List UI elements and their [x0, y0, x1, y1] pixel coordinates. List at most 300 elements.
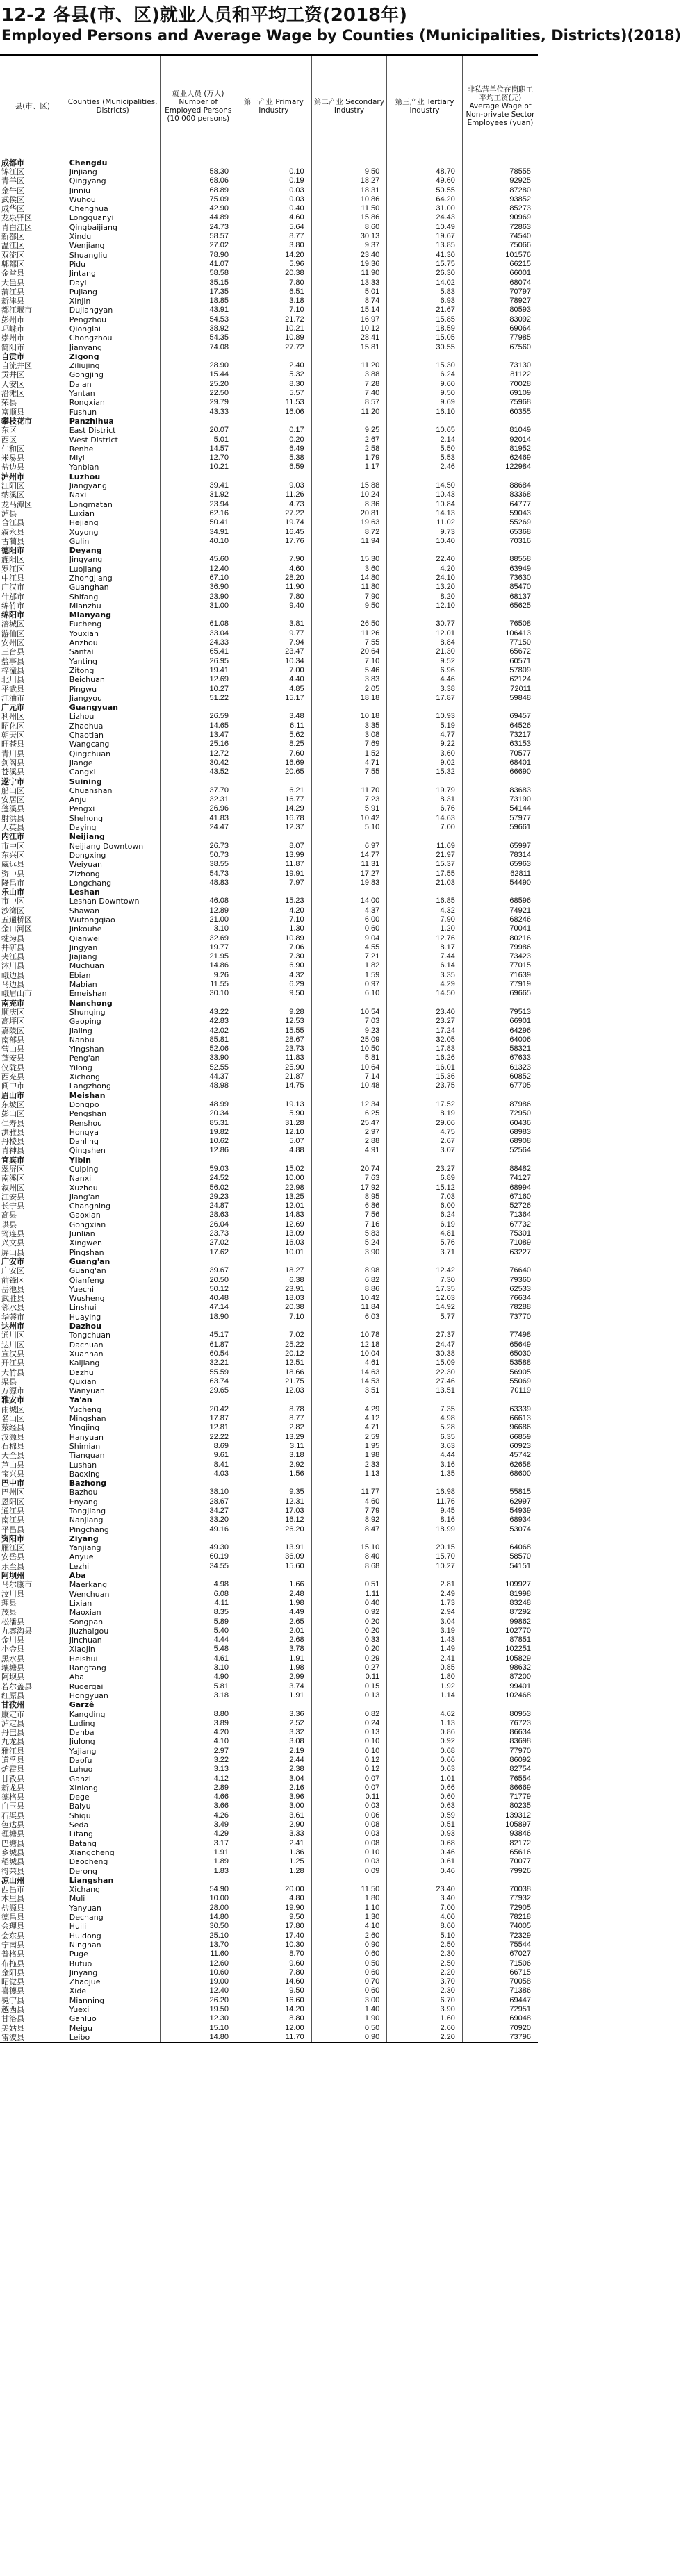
region-name-cn: 芦山县 [1, 1460, 24, 1470]
wage-value: 68137 [462, 592, 538, 601]
table-row [0, 749, 538, 758]
region-name-cn: 大竹县 [1, 1368, 24, 1377]
table-row [0, 1709, 538, 1718]
region-name-en: Zhongjiang [69, 574, 113, 583]
primary-value: 0.19 [236, 176, 312, 185]
region-name-cn: 广安区 [1, 1266, 24, 1276]
employed-value: 54.90 [161, 1885, 236, 1894]
employed-value: 75.09 [161, 195, 236, 204]
primary-value: 17.03 [236, 1506, 312, 1515]
table-row [0, 1996, 538, 2005]
secondary-value: 1.82 [311, 961, 387, 970]
wage-value: 79986 [462, 943, 538, 952]
region-name-en: Heishui [69, 1654, 98, 1663]
wage-value: 79926 [462, 1866, 538, 1875]
primary-value: 6.29 [236, 980, 312, 989]
region-name-cn: 广汉市 [1, 583, 24, 592]
region-name-cn: 茂县 [1, 1608, 17, 1618]
wage-value: 68246 [462, 915, 538, 924]
primary-value: 5.64 [236, 223, 312, 232]
employed-value: 23.90 [161, 592, 236, 601]
region-name-cn: 南溪区 [1, 1174, 24, 1183]
region-name-cn: 南充市 [1, 998, 24, 1008]
table-row [0, 232, 538, 241]
wage-value: 75544 [462, 1941, 538, 1950]
wage-value: 73630 [462, 574, 538, 583]
primary-value: 25.22 [236, 1340, 312, 1349]
primary-value: 0.20 [236, 435, 312, 444]
primary-value: 17.40 [236, 1931, 312, 1941]
secondary-value: 6.97 [311, 841, 387, 850]
tertiary-value: 21.03 [387, 879, 463, 888]
region-name-en: Jingyan [69, 942, 98, 952]
primary-value: 25.90 [236, 1063, 312, 1072]
primary-value: 2.44 [236, 1756, 312, 1765]
primary-value [236, 888, 312, 897]
region-name-en: Wangcang [69, 740, 110, 749]
tertiary-value: 3.71 [387, 1248, 463, 1257]
secondary-value: 3.35 [311, 722, 387, 731]
region-name-cn: 青神县 [1, 1146, 24, 1156]
employed-value: 15.44 [161, 370, 236, 379]
secondary-value: 1.11 [311, 1590, 387, 1599]
region-name-cn: 兴文县 [1, 1238, 24, 1248]
wage-value: 78218 [462, 1913, 538, 1922]
table-row [0, 1580, 538, 1589]
city-header-row [0, 352, 538, 361]
employed-value: 14.65 [161, 722, 236, 731]
primary-value: 7.80 [236, 278, 312, 287]
table-row [0, 288, 538, 297]
secondary-value: 4.37 [311, 906, 387, 915]
employed-value: 40.48 [161, 1294, 236, 1303]
region-name-cn: 五通桥区 [1, 915, 32, 924]
region-name-cn: 郫都区 [1, 259, 24, 269]
region-name-cn: 市中区 [1, 897, 24, 906]
region-name-cn: 旌阳区 [1, 555, 24, 565]
wage-value: 64526 [462, 722, 538, 731]
primary-value: 2.16 [236, 1784, 312, 1793]
secondary-value: 2.59 [311, 1432, 387, 1441]
secondary-value: 17.27 [311, 869, 387, 878]
region-name-en: Derong [69, 1866, 97, 1876]
secondary-value: 4.91 [311, 1146, 387, 1155]
tertiary-value: 1.01 [387, 1774, 463, 1783]
region-name-en: Wusheng [69, 1294, 105, 1304]
secondary-value: 10.54 [311, 1008, 387, 1017]
primary-value: 19.13 [236, 1100, 312, 1109]
region-name-cn: 小金县 [1, 1645, 24, 1654]
secondary-value: 0.60 [311, 1950, 387, 1959]
table-row [0, 620, 538, 629]
title-block [0, 4, 681, 44]
employed-value: 4.10 [161, 1737, 236, 1746]
table-row [0, 555, 538, 564]
employed-value: 85.81 [161, 1036, 236, 1045]
wage-value: 78927 [462, 297, 538, 306]
secondary-value: 0.60 [311, 924, 387, 933]
wage-value: 83092 [462, 315, 538, 324]
secondary-value: 2.05 [311, 684, 387, 693]
employed-value: 28.67 [161, 1497, 236, 1506]
secondary-value: 7.55 [311, 638, 387, 647]
region-name-en: Jiangyou [69, 693, 102, 703]
employed-value: 10.21 [161, 463, 236, 472]
wage-value: 63227 [462, 1248, 538, 1257]
city-header-row [0, 1322, 538, 1331]
secondary-value: 8.72 [311, 527, 387, 536]
region-name-cn: 屏山县 [1, 1247, 24, 1257]
table-row [0, 1109, 538, 1118]
secondary-value: 1.13 [311, 1470, 387, 1479]
region-name-cn: 泸定县 [1, 1718, 24, 1728]
tertiary-value: 6.89 [387, 1174, 463, 1183]
region-name-cn: 珙县 [1, 1220, 17, 1229]
region-name-en: Ziyang [69, 1534, 99, 1543]
wage-value [462, 1395, 538, 1404]
wage-value: 76640 [462, 1266, 538, 1275]
secondary-value: 11.84 [311, 1303, 387, 1312]
tertiary-value [387, 776, 463, 786]
wage-value: 74540 [462, 232, 538, 241]
employed-value: 5.01 [161, 435, 236, 444]
table-row [0, 1977, 538, 1986]
table-row [0, 869, 538, 878]
table-row [0, 1063, 538, 1072]
employed-value: 26.04 [161, 1220, 236, 1229]
primary-value: 11.26 [236, 490, 312, 499]
secondary-value: 0.11 [311, 1793, 387, 1802]
secondary-value: 8.74 [311, 297, 387, 306]
tertiary-value: 15.36 [387, 1072, 463, 1081]
employed-value: 17.35 [161, 288, 236, 297]
wage-value [462, 703, 538, 712]
wage-value: 86092 [462, 1756, 538, 1765]
primary-value [236, 1257, 312, 1266]
tertiary-value: 2.60 [387, 2023, 463, 2032]
tertiary-value: 8.31 [387, 795, 463, 804]
region-name-en: Leibo [65, 2033, 161, 2043]
wage-value: 77970 [462, 1747, 538, 1756]
table-row [0, 933, 538, 942]
table-row [0, 1414, 538, 1423]
region-name-en: Longchang [69, 878, 112, 888]
primary-value: 12.31 [236, 1497, 312, 1506]
secondary-value: 1.52 [311, 749, 387, 758]
secondary-value: 11.94 [311, 537, 387, 546]
wage-value: 60355 [462, 408, 538, 417]
wage-value: 92925 [462, 176, 538, 185]
primary-value [236, 832, 312, 841]
secondary-value: 10.42 [311, 814, 387, 823]
table-row [0, 490, 538, 499]
region-name-en: Seda [69, 1820, 89, 1830]
wage-value: 68908 [462, 1137, 538, 1146]
region-name-en: Jinniu [69, 185, 91, 195]
region-name-cn: 合江县 [1, 518, 24, 528]
secondary-value: 8.47 [311, 1524, 387, 1534]
tertiary-value: 9.50 [387, 389, 463, 398]
region-name-cn: 市中区 [1, 841, 24, 851]
wage-value: 77932 [462, 1894, 538, 1903]
table-row [0, 1442, 538, 1451]
table-row [0, 333, 538, 342]
secondary-value [311, 776, 387, 786]
wage-value: 65030 [462, 1349, 538, 1358]
primary-value: 7.80 [236, 1968, 312, 1977]
tertiary-value: 8.20 [387, 592, 463, 601]
table-row [0, 1313, 538, 1322]
primary-value: 18.27 [236, 1266, 312, 1275]
wage-value [462, 610, 538, 620]
table-row [0, 1072, 538, 1081]
tertiary-value: 3.35 [387, 971, 463, 980]
primary-value: 1.66 [236, 1580, 312, 1589]
table-row [0, 1211, 538, 1220]
region-name-cn: 甘孜县 [1, 1774, 24, 1784]
wage-value: 88558 [462, 555, 538, 564]
secondary-value: 4.12 [311, 1414, 387, 1423]
tertiary-value: 0.93 [387, 1829, 463, 1838]
wage-value: 69048 [462, 2014, 538, 2023]
employed-value: 18.85 [161, 297, 236, 306]
tertiary-value: 15.09 [387, 1358, 463, 1368]
secondary-value: 8.95 [311, 1193, 387, 1202]
region-name-en: Panzhihua [69, 416, 114, 426]
employed-value: 48.99 [161, 1100, 236, 1109]
table-row [0, 1894, 538, 1903]
region-name-cn: 通江县 [1, 1506, 24, 1515]
primary-value: 27.22 [236, 509, 312, 518]
primary-value: 13.09 [236, 1229, 312, 1238]
tertiary-value: 1.35 [387, 1470, 463, 1479]
primary-value: 36.09 [236, 1552, 312, 1561]
employed-value: 67.10 [161, 574, 236, 583]
header-tertiary: 第三产业 Tertiary Industry [387, 55, 463, 158]
primary-value: 6.21 [236, 786, 312, 795]
tertiary-value: 1.14 [387, 1691, 463, 1700]
table-row [0, 1174, 538, 1183]
secondary-value: 8.98 [311, 1266, 387, 1275]
wage-value: 77150 [462, 638, 538, 647]
wage-value: 70077 [462, 1857, 538, 1866]
region-name-cn: 眉山市 [1, 1090, 24, 1100]
region-name-en: Puge [69, 1950, 88, 1959]
region-name-en: Linshui [69, 1303, 97, 1313]
secondary-value: 2.33 [311, 1460, 387, 1469]
primary-value: 2.92 [236, 1460, 312, 1469]
primary-value: 20.65 [236, 767, 312, 776]
tertiary-value [387, 1876, 463, 1885]
region-name-cn: 威远县 [1, 860, 24, 870]
secondary-value: 9.50 [311, 601, 387, 610]
region-name-en: Yingjing [69, 1423, 100, 1433]
city-header-row [0, 1534, 538, 1543]
secondary-value: 2.88 [311, 1137, 387, 1146]
primary-value: 12.53 [236, 1017, 312, 1026]
primary-value [236, 1156, 312, 1165]
region-name-cn: 营山县 [1, 1045, 24, 1054]
secondary-value: 7.69 [311, 740, 387, 749]
wage-value: 62533 [462, 1285, 538, 1294]
region-name-cn: 达川区 [1, 1340, 24, 1349]
table-row [0, 509, 538, 518]
region-name-cn: 大邑县 [1, 278, 24, 288]
tertiary-value: 0.61 [387, 1857, 463, 1866]
secondary-value: 7.16 [311, 1220, 387, 1229]
region-name-en: Neijiang Downtown [69, 841, 144, 851]
region-name-en: Mabian [69, 980, 97, 990]
region-name-cn: 北川县 [1, 675, 24, 685]
tertiary-value [387, 1090, 463, 1099]
region-name-en: Qianfeng [69, 1275, 104, 1285]
wage-value: 82754 [462, 1765, 538, 1774]
wage-value: 69109 [462, 389, 538, 398]
secondary-value: 0.03 [311, 1857, 387, 1866]
primary-value: 22.98 [236, 1183, 312, 1192]
region-name-cn: 资阳市 [1, 1534, 24, 1543]
primary-value: 11.87 [236, 860, 312, 869]
region-name-en: Wenchuan [69, 1589, 110, 1599]
employed-value: 35.15 [161, 278, 236, 287]
region-name-cn: 遂宁市 [1, 776, 24, 786]
primary-value: 16.69 [236, 758, 312, 767]
wage-value: 87280 [462, 185, 538, 194]
tertiary-value: 10.43 [387, 490, 463, 499]
region-name-en: Pengxi [69, 804, 95, 814]
employed-value: 4.11 [161, 1599, 236, 1608]
table-row [0, 1590, 538, 1599]
secondary-value [311, 158, 387, 167]
table-row [0, 1193, 538, 1202]
primary-value: 3.36 [236, 1709, 312, 1718]
region-name-en: Bazhou [69, 1488, 98, 1497]
wage-value [462, 1090, 538, 1099]
region-name-cn: 雅安市 [1, 1395, 24, 1405]
region-name-cn: 南江县 [1, 1515, 24, 1525]
region-name-cn: 嘉陵区 [1, 1026, 24, 1036]
employed-value: 24.52 [161, 1174, 236, 1183]
wage-value: 59043 [462, 509, 538, 518]
employed-value: 3.17 [161, 1839, 236, 1848]
primary-value: 7.30 [236, 952, 312, 961]
header-wage: 非私营单位在岗职工平均工资(元) Average Wage of Non-private Sector Employees (yuan) [462, 55, 538, 158]
region-name-en: Zhaohua [69, 721, 104, 731]
primary-value: 10.34 [236, 657, 312, 666]
region-name-en: Luojiang [69, 564, 102, 574]
table-row [0, 185, 538, 194]
primary-value: 15.60 [236, 1562, 312, 1571]
region-name-en: Shawan [69, 906, 100, 915]
region-name-en: Pingchang [69, 1524, 109, 1534]
employed-value: 29.79 [161, 398, 236, 407]
region-name-en: Maerkang [69, 1580, 108, 1590]
region-name-cn: 仁和区 [1, 444, 24, 454]
employed-value: 12.81 [161, 1423, 236, 1432]
primary-value: 4.40 [236, 675, 312, 684]
employed-value: 60.54 [161, 1349, 236, 1358]
region-name-en: Shimian [69, 1441, 101, 1451]
region-name-en: Xinjin [69, 297, 91, 306]
employed-value: 36.90 [161, 583, 236, 592]
region-name-en: Santai [69, 647, 94, 657]
primary-value: 17.76 [236, 537, 312, 546]
employed-value: 20.34 [161, 1109, 236, 1118]
region-name-en: Anzhou [69, 638, 98, 648]
region-name-cn: 井研县 [1, 942, 24, 952]
table-row [0, 583, 538, 592]
region-name-cn: 雷波县 [0, 2033, 65, 2043]
table-row [0, 574, 538, 583]
employed-value: 22.50 [161, 389, 236, 398]
table-row [0, 1238, 538, 1247]
primary-value: 16.03 [236, 1238, 312, 1247]
table-row [0, 1747, 538, 1756]
secondary-value: 0.06 [311, 1811, 387, 1820]
secondary-value: 0.97 [311, 980, 387, 989]
employed-value: 68.06 [161, 176, 236, 185]
employed-value: 13.47 [161, 731, 236, 740]
table-row [0, 176, 538, 185]
tertiary-value: 49.60 [387, 176, 463, 185]
city-header-row [0, 703, 538, 712]
employed-value: 42.02 [161, 1026, 236, 1035]
employed-value: 32.31 [161, 795, 236, 804]
wage-value: 55269 [462, 518, 538, 527]
primary-value: 10.30 [236, 1941, 312, 1950]
secondary-value [311, 1090, 387, 1099]
primary-value: 4.60 [236, 565, 312, 574]
secondary-value: 0.40 [311, 1599, 387, 1608]
secondary-value: 3.60 [311, 565, 387, 574]
primary-value: 2.90 [236, 1820, 312, 1829]
region-name-en: Nanjiang [69, 1515, 104, 1525]
table-row [0, 1386, 538, 1395]
region-name-cn: 高坪区 [1, 1017, 24, 1027]
wage-value: 71089 [462, 1238, 538, 1247]
employed-value: 3.49 [161, 1820, 236, 1829]
employed-value: 4.98 [161, 1580, 236, 1589]
primary-value: 18.66 [236, 1368, 312, 1377]
table-row [0, 1737, 538, 1746]
region-name-en: Zitong [69, 665, 95, 675]
secondary-value: 0.12 [311, 1765, 387, 1774]
tertiary-value: 12.10 [387, 601, 463, 610]
wage-value: 109927 [462, 1580, 538, 1589]
table-row [0, 1904, 538, 1913]
tertiary-value: 1.49 [387, 1645, 463, 1654]
employed-value: 58.58 [161, 269, 236, 278]
wage-value: 102468 [462, 1691, 538, 1700]
primary-value: 14.20 [236, 2005, 312, 2014]
table-row [0, 1756, 538, 1765]
secondary-value: 10.48 [311, 1081, 387, 1090]
secondary-value: 0.90 [311, 2033, 387, 2043]
tertiary-value: 15.30 [387, 361, 463, 370]
region-name-en: Huili [69, 1922, 87, 1931]
primary-value: 0.03 [236, 185, 312, 194]
wage-value: 76723 [462, 1719, 538, 1728]
secondary-value: 8.40 [311, 1552, 387, 1561]
employed-value: 30.10 [161, 989, 236, 998]
region-name-cn: 仪陇县 [1, 1063, 24, 1072]
region-name-cn: 罗江区 [1, 564, 24, 574]
secondary-value: 3.00 [311, 1996, 387, 2005]
region-name-cn: 成都市 [1, 158, 24, 167]
secondary-value: 0.20 [311, 1617, 387, 1626]
tertiary-value: 9.69 [387, 398, 463, 407]
employed-value: 44.37 [161, 1072, 236, 1081]
